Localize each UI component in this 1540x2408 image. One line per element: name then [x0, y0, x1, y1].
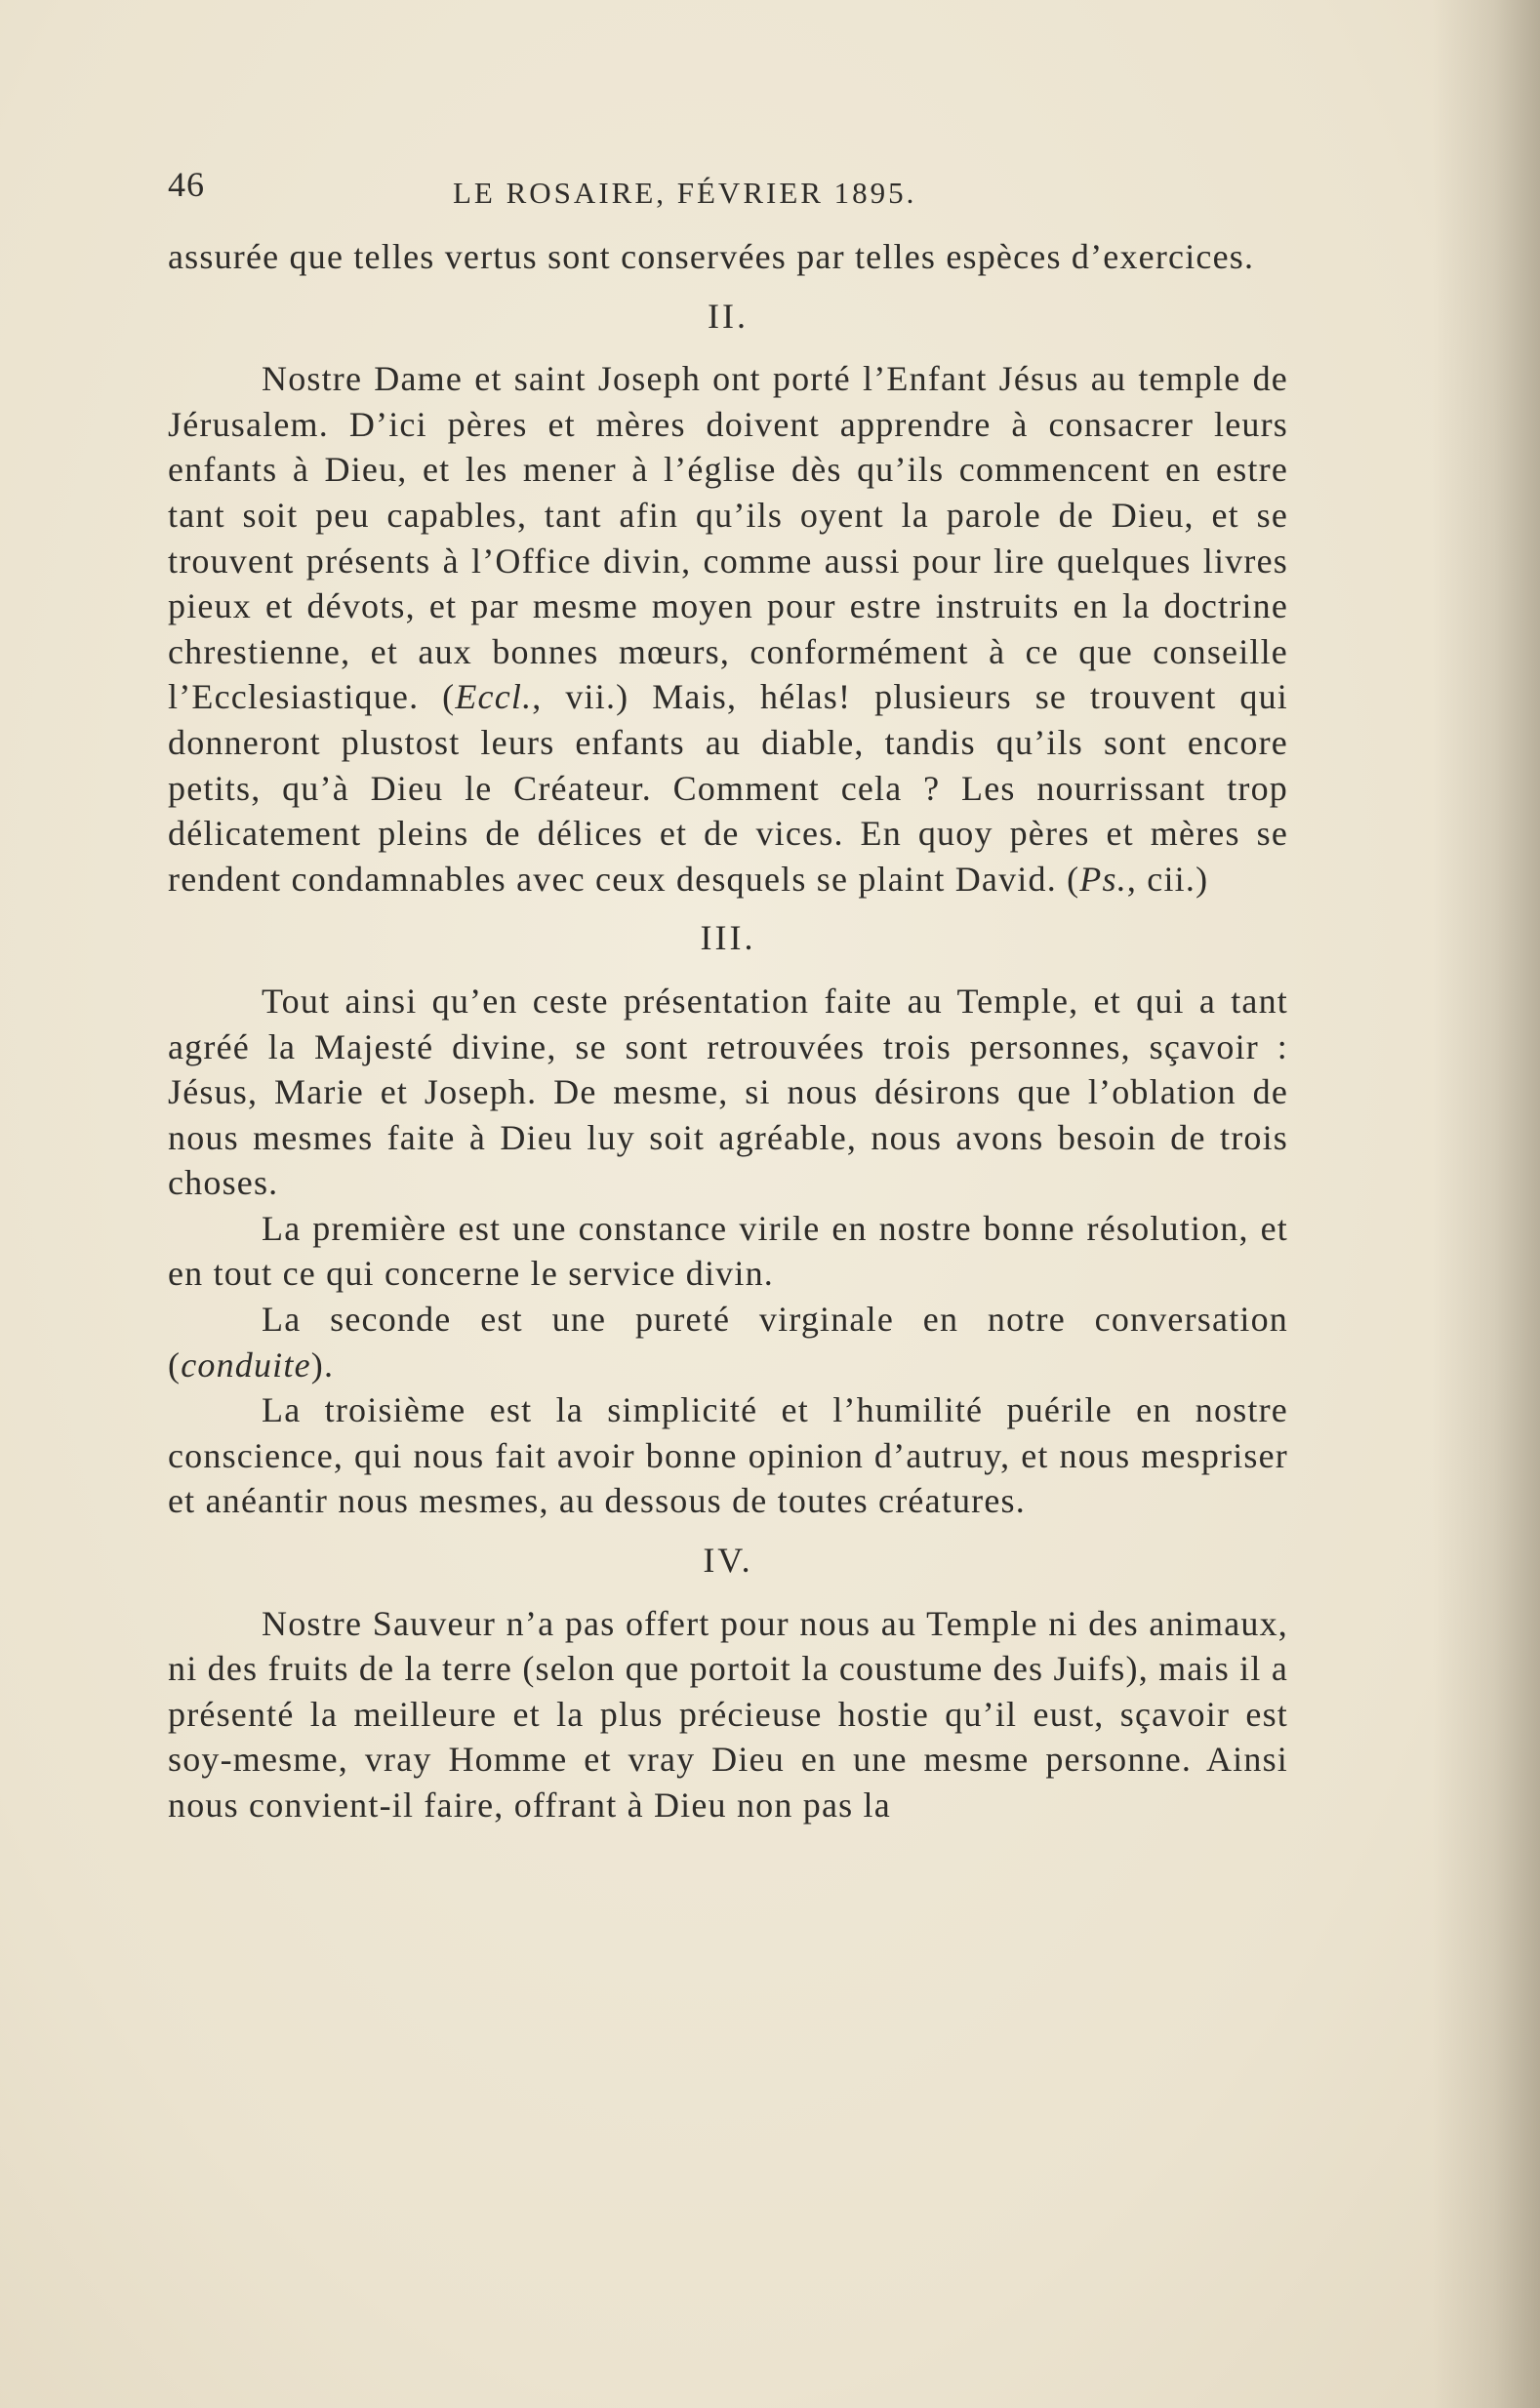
section-2-paragraph — [168, 356, 1288, 902]
section-3-paragraph-2: La première est une constance virile en nostre bonne résolution, et en tout ce qui concerne le service divin. — [168, 1208, 1288, 1294]
section-4-paragraph-1: Nostre Sauveur n’a pas offert pour nous au Temple ni des animaux, ni des fruits de la terre (selon que portoit la coustume des Juifs), mais il a présenté la meilleure et la plus précieuse hostie qu’il eust, sçavoir est soy-mesme, vray Homme et vray Dieu en une mesme personne. Ainsi nous convient-il faire, offrant à Dieu non pas la — [168, 1603, 1288, 1825]
body-text — [168, 234, 1288, 1828]
section-2-text-a: Nostre Dame et saint Joseph ont porté l’Enfant Jésus au temple de Jérusalem. D’ici pères et mères doivent apprendre à consacrer leurs enfants à Dieu, et les mener à l’église dès qu’ils commencent en estre tant soit peu capables, tant afin qu’ils oyent la parole de Dieu, et se trouvent présents à l’Office divin, comme aussi pour lire quelques livres pieux et dévots, et par mesme moyen pour estre instruits en la doctrine chrestienne, et aux bonnes mœurs, conformément à ce que conseille l’Ecclesiastique. ( — [168, 359, 1288, 717]
page-number: 46 — [168, 165, 205, 204]
running-title: LE ROSAIRE, FÉVRIER 1895. — [453, 176, 917, 210]
section-heading-4: IV. — [703, 1541, 753, 1581]
section-3-paragraph-1: Tout ainsi qu’en ceste présentation faite au Temple, et qui a tant agréé la Majesté divine, se sont retrouvées trois personnes, sçavoir : Jésus, Marie et Joseph. De mesme, si nous désirons que l’oblation de nous mesmes faite à Dieu luy soit agréable, nous avons besoin de trois choses. — [168, 981, 1288, 1203]
section-3-paragraph-3-italic: conduite — [181, 1344, 311, 1385]
section-2-text-b: , vii.) Mais, hélas! plusieurs se trouvent qui donneront plustost leurs enfants au diable, tandis qu’ils sont encore petits, qu’à Dieu le Créateur. Comment cela ? Les nourrissant trop délicatement pleins de délices et de vices. En quoy pères et mères se rendent condamnables avec ceux desquels se plaint David. ( — [168, 677, 1288, 899]
section-2-text-c: , cii.) — [1126, 859, 1209, 899]
page-header — [168, 164, 1280, 213]
section-heading-2: II. — [708, 296, 749, 336]
intro-paragraph: assurée que telles vertus sont conservées par telles espèces d’exercices. — [168, 237, 1255, 276]
reference-ps: Ps. — [1079, 859, 1127, 899]
section-3-paragraph-3-text-b: ). — [310, 1344, 335, 1385]
section-heading-3: III. — [700, 918, 756, 958]
section-3-paragraph-3 — [168, 1297, 1288, 1387]
section-3-paragraph-3-text-a: La seconde est une pureté virginale en notre conversation ( — [168, 1300, 1288, 1385]
reference-eccl: Eccl. — [455, 677, 533, 717]
section-3-paragraph-4: La troisième est la simplicité et l’humilité puérile en nostre conscience, qui nous fait avoir bonne opinion d’autruy, et nous mespriser et anéantir nous mesmes, au dessous de toutes créatures. — [168, 1390, 1288, 1521]
